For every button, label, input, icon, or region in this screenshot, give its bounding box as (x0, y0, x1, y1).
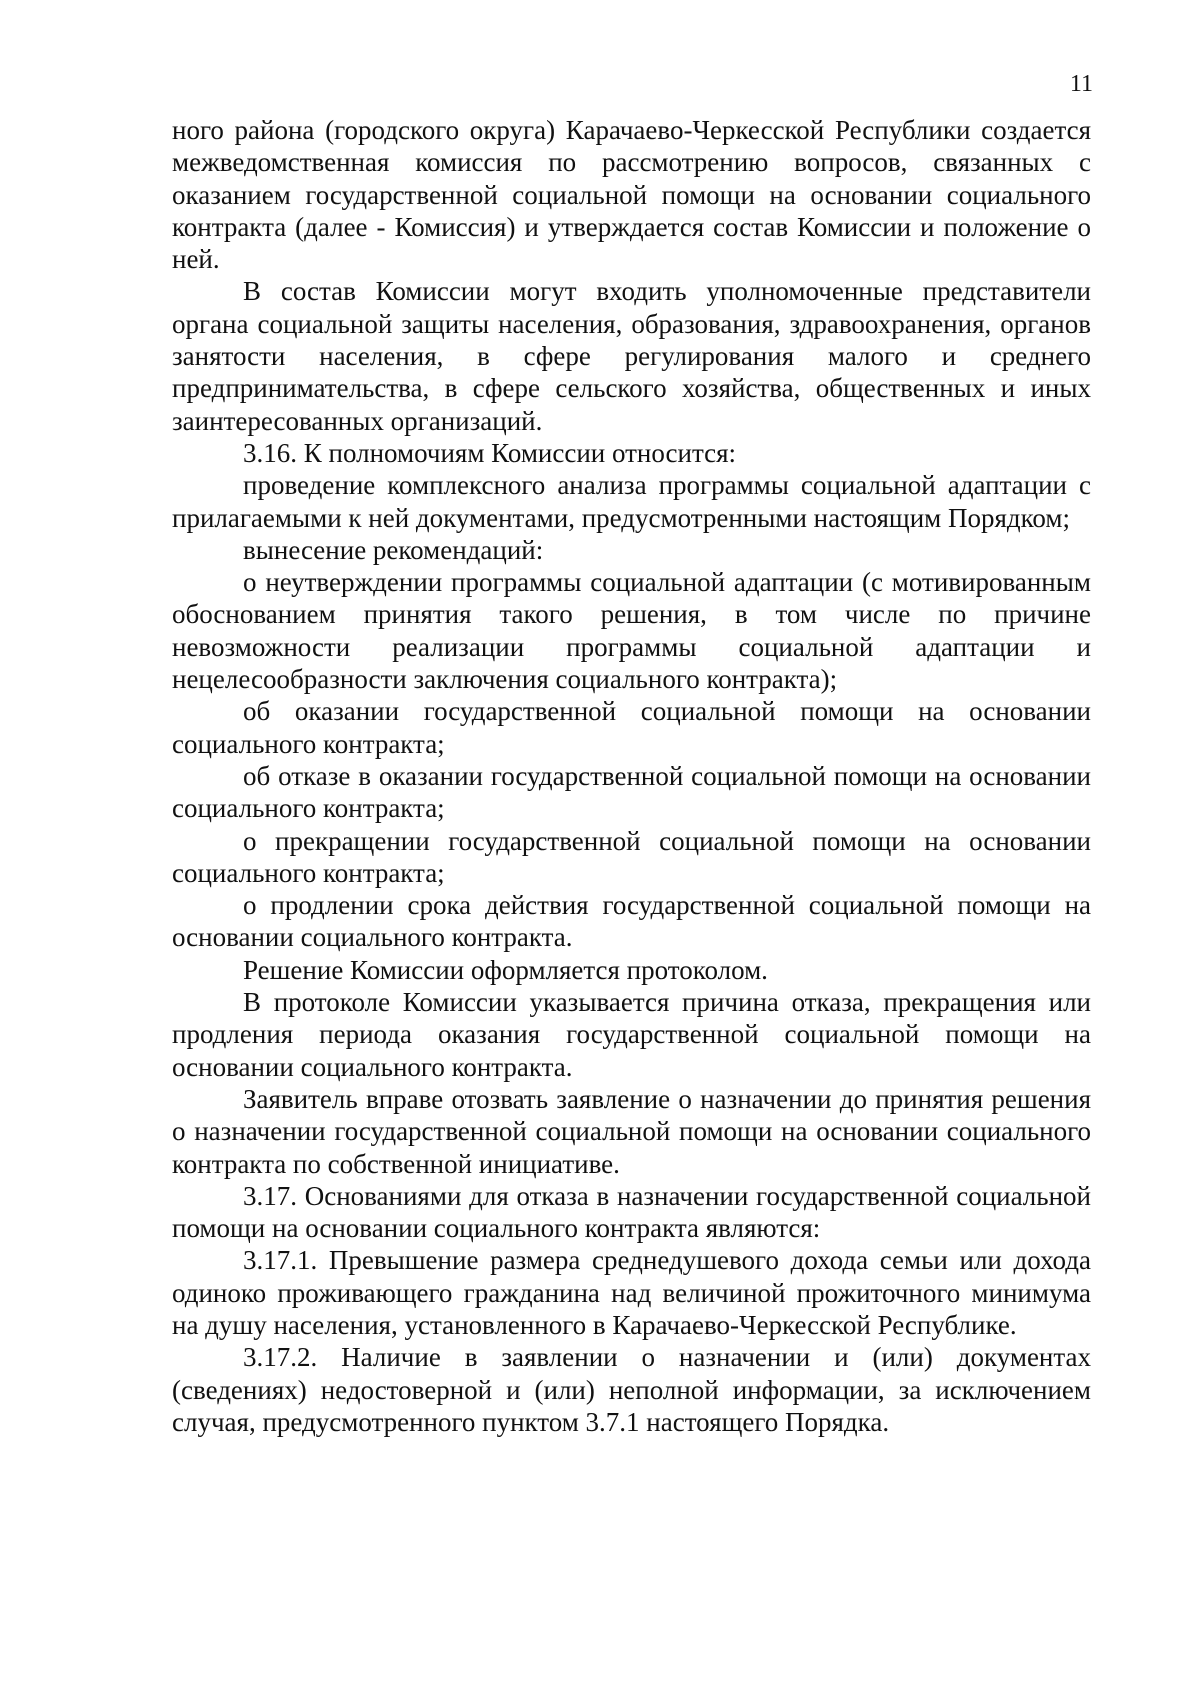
list-item: об оказании государственной социальной помощи на основании социального контракта; (172, 696, 1091, 759)
paragraph: В состав Комиссии могут входить уполномоченные представители органа социальной защиты населения, образования, здравоохранения, органов занятости населения, в сфере регулирования малого и среднего предпринимательства, в сфере сельского хозяйства, общественных и иных заинтересованных организаций. (172, 276, 1091, 436)
paragraph: проведение комплексного анализа программы социальной адаптации с прилагаемыми к ней документами, предусмотренными настоящим Порядком; (172, 470, 1091, 533)
section-heading-3-17: 3.17. Основаниями для отказа в назначении государственной социальной помощи на основании социального контракта являются: (172, 1180, 1091, 1244)
clause-3-17-1: 3.17.1. Превышение размера среднедушевого дохода семьи или дохода одиноко проживающего гражданина над величиной прожиточного минимума на душу населения, установленного в Карачаево-Черкесской Республике. (172, 1245, 1091, 1340)
page-number: 11 (1069, 71, 1093, 97)
paragraph: Заявитель вправе отозвать заявление о назначении до принятия решения о назначении государственной социальной помощи на основании социального контракта по собственной инициативе. (172, 1083, 1091, 1179)
paragraph: В протоколе Комиссии указывается причина отказа, прекращения или продления периода оказания государственной социальной помощи на основании социального контракта. (172, 987, 1091, 1082)
paragraph: ного района (городского округа) Карачаево-Черкесской Республики создается межведомственная комиссия по рассмотрению вопросов, связанных с оказанием государственной социальной помощи на основании социального контракта (далее - Комиссия) и утверждается состав Комиссии и положение о ней. (172, 115, 1091, 275)
clause-3-17-2: 3.17.2. Наличие в заявлении о назначении и (или) документах (сведениях) недостоверной и (или) неполной информации, за исключением случая, предусмотренного пунктом 3.7.1 настоящего Порядка. (172, 1342, 1091, 1437)
list-item: о продлении срока действия государственной социальной помощи на основании социального контракта. (172, 890, 1091, 953)
list-item: о прекращении государственной социальной помощи на основании социального контракта; (172, 825, 1091, 888)
paragraph: вынесение рекомендаций: (243, 534, 544, 565)
list-item: о неутверждении программы социальной адаптации (с мотивированным обоснованием принятия такого решения, в том числе по причине невозможности реализации программы социальной адаптации и нецелесообразности заключения социального контракта); (172, 567, 1091, 695)
list-item: об отказе в оказании государственной социальной помощи на основании социального контракта; (172, 760, 1091, 824)
paragraph: Решение Комиссии оформляется протоколом. (243, 954, 768, 985)
section-heading-3-16: 3.16. К полномочиям Комиссии относится: (243, 437, 737, 468)
document-body (172, 114, 1091, 1438)
